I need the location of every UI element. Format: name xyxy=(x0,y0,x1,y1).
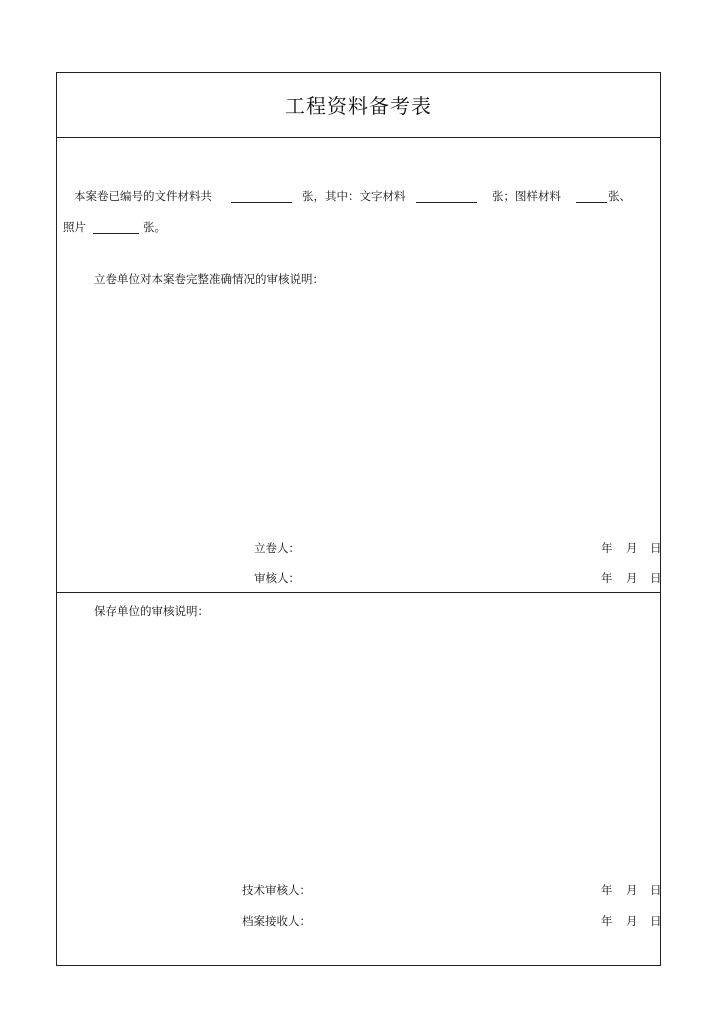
section1-heading: 立卷单位对本案卷完整准确情况的审核说明： xyxy=(94,272,324,286)
date-year: 年 xyxy=(601,541,613,555)
date-day: 日 xyxy=(650,914,662,928)
date-day: 日 xyxy=(650,883,662,897)
filer-label: 立卷人： xyxy=(254,541,300,555)
tech-reviewer-label: 技术审核人： xyxy=(242,883,311,897)
summary-drawing-materials-label: 张；图样材料 xyxy=(492,189,561,203)
section2-heading: 保存单位的审核说明： xyxy=(94,604,209,618)
date-month: 月 xyxy=(626,914,638,928)
date-day: 日 xyxy=(650,541,662,555)
date-year: 年 xyxy=(601,571,613,585)
text-count-blank[interactable] xyxy=(416,202,477,203)
date-year: 年 xyxy=(601,883,613,897)
date-month: 月 xyxy=(626,541,638,555)
photo-count-blank[interactable] xyxy=(93,233,139,234)
date-month: 月 xyxy=(626,883,638,897)
date-day: 日 xyxy=(650,571,662,585)
date-month: 月 xyxy=(626,571,638,585)
summary-sep3: 张、 xyxy=(608,189,631,203)
page-title: 工程资料备考表 xyxy=(285,94,432,118)
summary-text-materials-label: 张，其中：文字材料 xyxy=(302,189,406,203)
summary-end: 张。 xyxy=(143,220,166,234)
section-divider xyxy=(56,592,661,593)
date-year: 年 xyxy=(601,914,613,928)
reviewer-label: 审核人： xyxy=(254,571,300,585)
drawing-count-blank[interactable] xyxy=(576,202,607,203)
summary-lead: 本案卷已编号的文件材料共 xyxy=(74,189,212,203)
form-frame xyxy=(56,72,661,966)
archive-receiver-label: 档案接收人： xyxy=(242,914,311,928)
total-count-blank[interactable] xyxy=(231,202,292,203)
summary-photo-label: 照片 xyxy=(63,220,86,234)
title-divider xyxy=(56,137,661,138)
